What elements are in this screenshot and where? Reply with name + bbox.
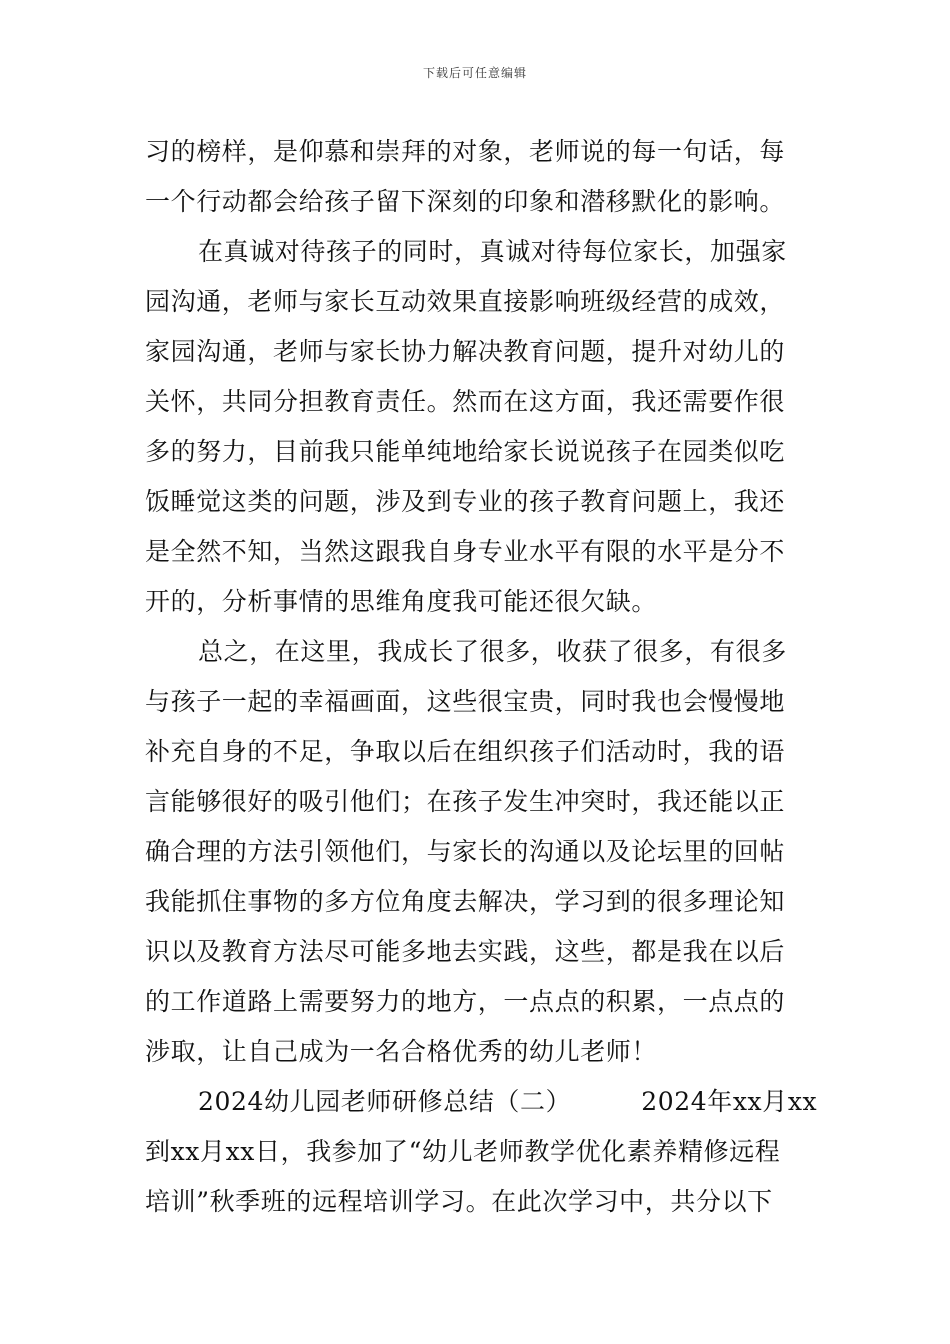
text-line: 到xx月xx日，我参加了“幼儿老师教学优化素养精修远程: [145, 1137, 781, 1166]
text-line: 我能抓住事物的多方位角度去解决，学习到的很多理论知: [145, 887, 786, 916]
text-line: 多的努力，目前我只能单纯地给家长说说孩子在园类似吃: [145, 437, 786, 466]
text-line: 总之，在这里，我成长了很多，收获了很多，有很多: [198, 637, 787, 666]
text-line: 言能够很好的吸引他们；在孩子发生冲突时，我还能以正: [145, 787, 786, 816]
text-line: 确合理的方法引领他们，与家长的沟通以及论坛里的回帖: [145, 837, 786, 866]
text-line: 饭睡觉这类的问题，涉及到专业的孩子教育问题上，我还: [145, 487, 786, 516]
section-date: 2024年xx月xx: [641, 1087, 818, 1116]
text-line: 的工作道路上需要努力的地方，一点点的积累，一点点的: [145, 987, 786, 1016]
text-line: 涉取，让自己成为一名合格优秀的幼儿老师！: [145, 1037, 658, 1066]
text-line: 识以及教育方法尽可能多地去实践，这些，都是我在以后: [145, 937, 786, 966]
text-line: 开的，分析事情的思维角度我可能还很欠缺。: [145, 587, 658, 616]
text-line: 习的榜样，是仰慕和崇拜的对象，老师说的每一句话，每: [145, 137, 786, 166]
section-title-line: [145, 1077, 818, 1127]
text-line: 在真诚对待孩子的同时，真诚对待每位家长，加强家: [198, 237, 787, 266]
text-line: 培训”秋季班的远程培训学习。在此次学习中，共分以下: [145, 1187, 773, 1216]
text-line: 一个行动都会给孩子留下深刻的印象和潜移默化的影响。: [145, 187, 786, 216]
header-note: 下载后可任意编辑: [422, 66, 527, 80]
text-line: 与孩子一起的幸福画面，这些很宝贵，同时我也会慢慢地: [145, 687, 786, 716]
text-line: 园沟通，老师与家长互动效果直接影响班级经营的成效，: [145, 287, 786, 316]
document-body: [145, 127, 818, 1227]
section-title: 2024幼儿园老师研修总结（二）: [198, 1087, 572, 1116]
text-line: 补充自身的不足，争取以后在组织孩子们活动时，我的语: [145, 737, 786, 766]
text-line: 关怀，共同分担教育责任。然而在这方面，我还需要作很: [145, 387, 786, 416]
text-line: 是全然不知，当然这跟我自身专业水平有限的水平是分不: [145, 537, 786, 566]
text-line: 家园沟通，老师与家长协力解决教育问题，提升对幼儿的: [145, 337, 786, 366]
